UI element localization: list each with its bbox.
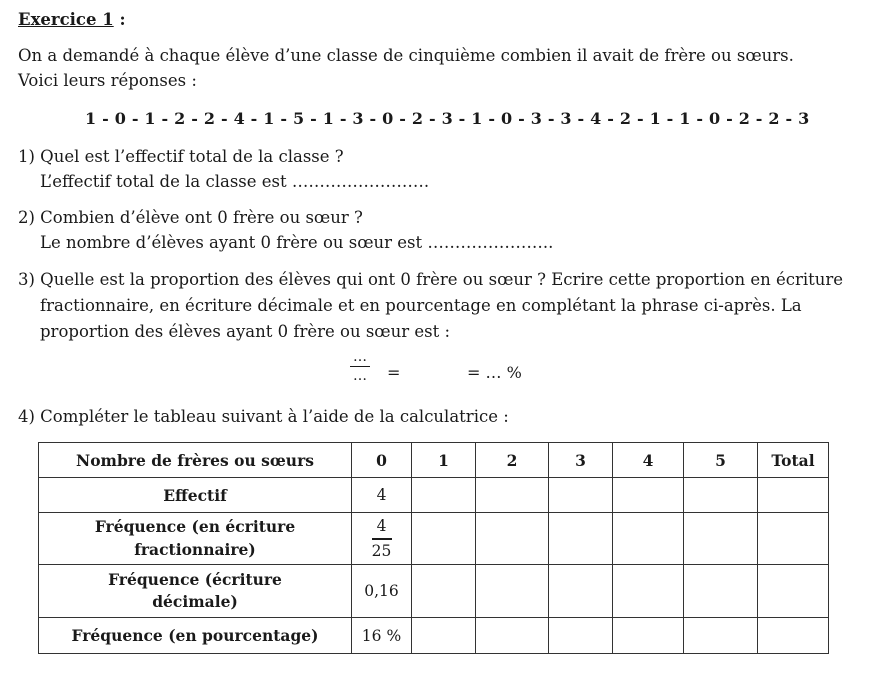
header-col-0: 0 — [352, 443, 412, 478]
fraction-denominator: … — [353, 368, 367, 385]
cell-empty — [476, 513, 549, 565]
cell-empty — [684, 478, 758, 513]
cell-empty — [412, 513, 476, 565]
exercise-title: Exercice 1 : — [18, 10, 126, 29]
cell-empty — [412, 478, 476, 513]
question-3-line-2: fractionnaire, en écriture décimale et en pourcentage en complétant la phrase ci-après. La — [40, 296, 802, 315]
header-col-3: 3 — [549, 443, 613, 478]
cell-fraction-numerator: 4 — [376, 517, 387, 536]
cell-effectif-0: 4 — [352, 478, 412, 513]
cell-empty — [758, 478, 829, 513]
cell-empty — [684, 565, 758, 618]
row-label-frequence-decimale: Fréquence (écriture décimale) — [39, 565, 352, 618]
cell-empty — [412, 618, 476, 654]
cell-fraction-bar — [372, 538, 392, 539]
percent-blank: = … % — [467, 363, 522, 382]
question-3-line-1: 3) Quelle est la proportion des élèves qui ont 0 frère ou sœur ? Ecrire cette proportion en écriture — [18, 270, 844, 289]
fraction-bar — [350, 366, 370, 367]
row-label-frequence-pourcentage: Fréquence (en pourcentage) — [39, 618, 352, 654]
cell-percent-0: 16 % — [352, 618, 412, 654]
cell-empty — [758, 565, 829, 618]
header-col-total: Total — [758, 443, 829, 478]
answer-2-blank: ………………….. — [427, 233, 554, 252]
cell-empty — [476, 565, 549, 618]
cell-decimal-0: 0,16 — [352, 565, 412, 618]
cell-empty — [549, 618, 613, 654]
answer-1-blank: ……………………. — [291, 172, 430, 191]
cell-empty — [549, 565, 613, 618]
header-col-1: 1 — [412, 443, 476, 478]
cell-empty — [613, 478, 684, 513]
cell-empty — [549, 513, 613, 565]
cell-empty — [758, 618, 829, 654]
table-row — [39, 565, 829, 618]
table-row — [39, 618, 829, 654]
table-row — [39, 513, 829, 565]
cell-empty — [549, 478, 613, 513]
question-1: 1) Quel est l’effectif total de la classe ? — [18, 147, 344, 166]
row-label-effectif: Effectif — [39, 478, 352, 513]
question-2: 2) Combien d’élève ont 0 frère ou sœur ? — [18, 208, 363, 227]
cell-empty — [684, 513, 758, 565]
header-label: Nombre de frères ou sœurs — [39, 443, 352, 478]
cell-empty — [476, 478, 549, 513]
fraction-numerator: … — [353, 349, 367, 365]
cell-empty — [684, 618, 758, 654]
cell-fraction-denominator: 25 — [371, 541, 392, 560]
cell-empty — [613, 565, 684, 618]
answers-sequence: 1 - 0 - 1 - 2 - 2 - 4 - 1 - 5 - 1 - 3 - 0 - 2 - 3 - 1 - 0 - 3 - 3 - 4 - 2 - 1 - 1 - 0 - 2 - 2 - 3 — [85, 109, 810, 128]
cell-empty — [613, 513, 684, 565]
answer-2-line: Le nombre d’élèves ayant 0 frère ou sœur est ………………….. — [40, 233, 554, 252]
frequency-table — [38, 442, 829, 654]
question-3-line-3: proportion des élèves ayant 0 frère ou sœur est : — [40, 322, 451, 341]
table-header-row — [39, 443, 829, 478]
header-col-2: 2 — [476, 443, 549, 478]
cell-fraction-0 — [352, 513, 412, 565]
fraction-blank — [350, 350, 370, 383]
intro-line-1: On a demandé à chaque élève d’une classe de cinquième combien il avait de frère ou sœurs. — [18, 46, 794, 65]
answer-1-line: L’effectif total de la classe est ……………………. — [40, 172, 430, 191]
header-col-4: 4 — [613, 443, 684, 478]
cell-empty — [758, 513, 829, 565]
question-4: 4) Compléter le tableau suivant à l’aide de la calculatrice : — [18, 407, 509, 426]
table-row — [39, 478, 829, 513]
header-col-5: 5 — [684, 443, 758, 478]
cell-empty — [412, 565, 476, 618]
equals-sign-1: = — [387, 363, 401, 382]
row-label-frequence-fractionnaire: Fréquence (en écriture fractionnaire) — [39, 513, 352, 565]
cell-empty — [476, 618, 549, 654]
intro-line-2: Voici leurs réponses : — [18, 71, 197, 90]
cell-empty — [613, 618, 684, 654]
